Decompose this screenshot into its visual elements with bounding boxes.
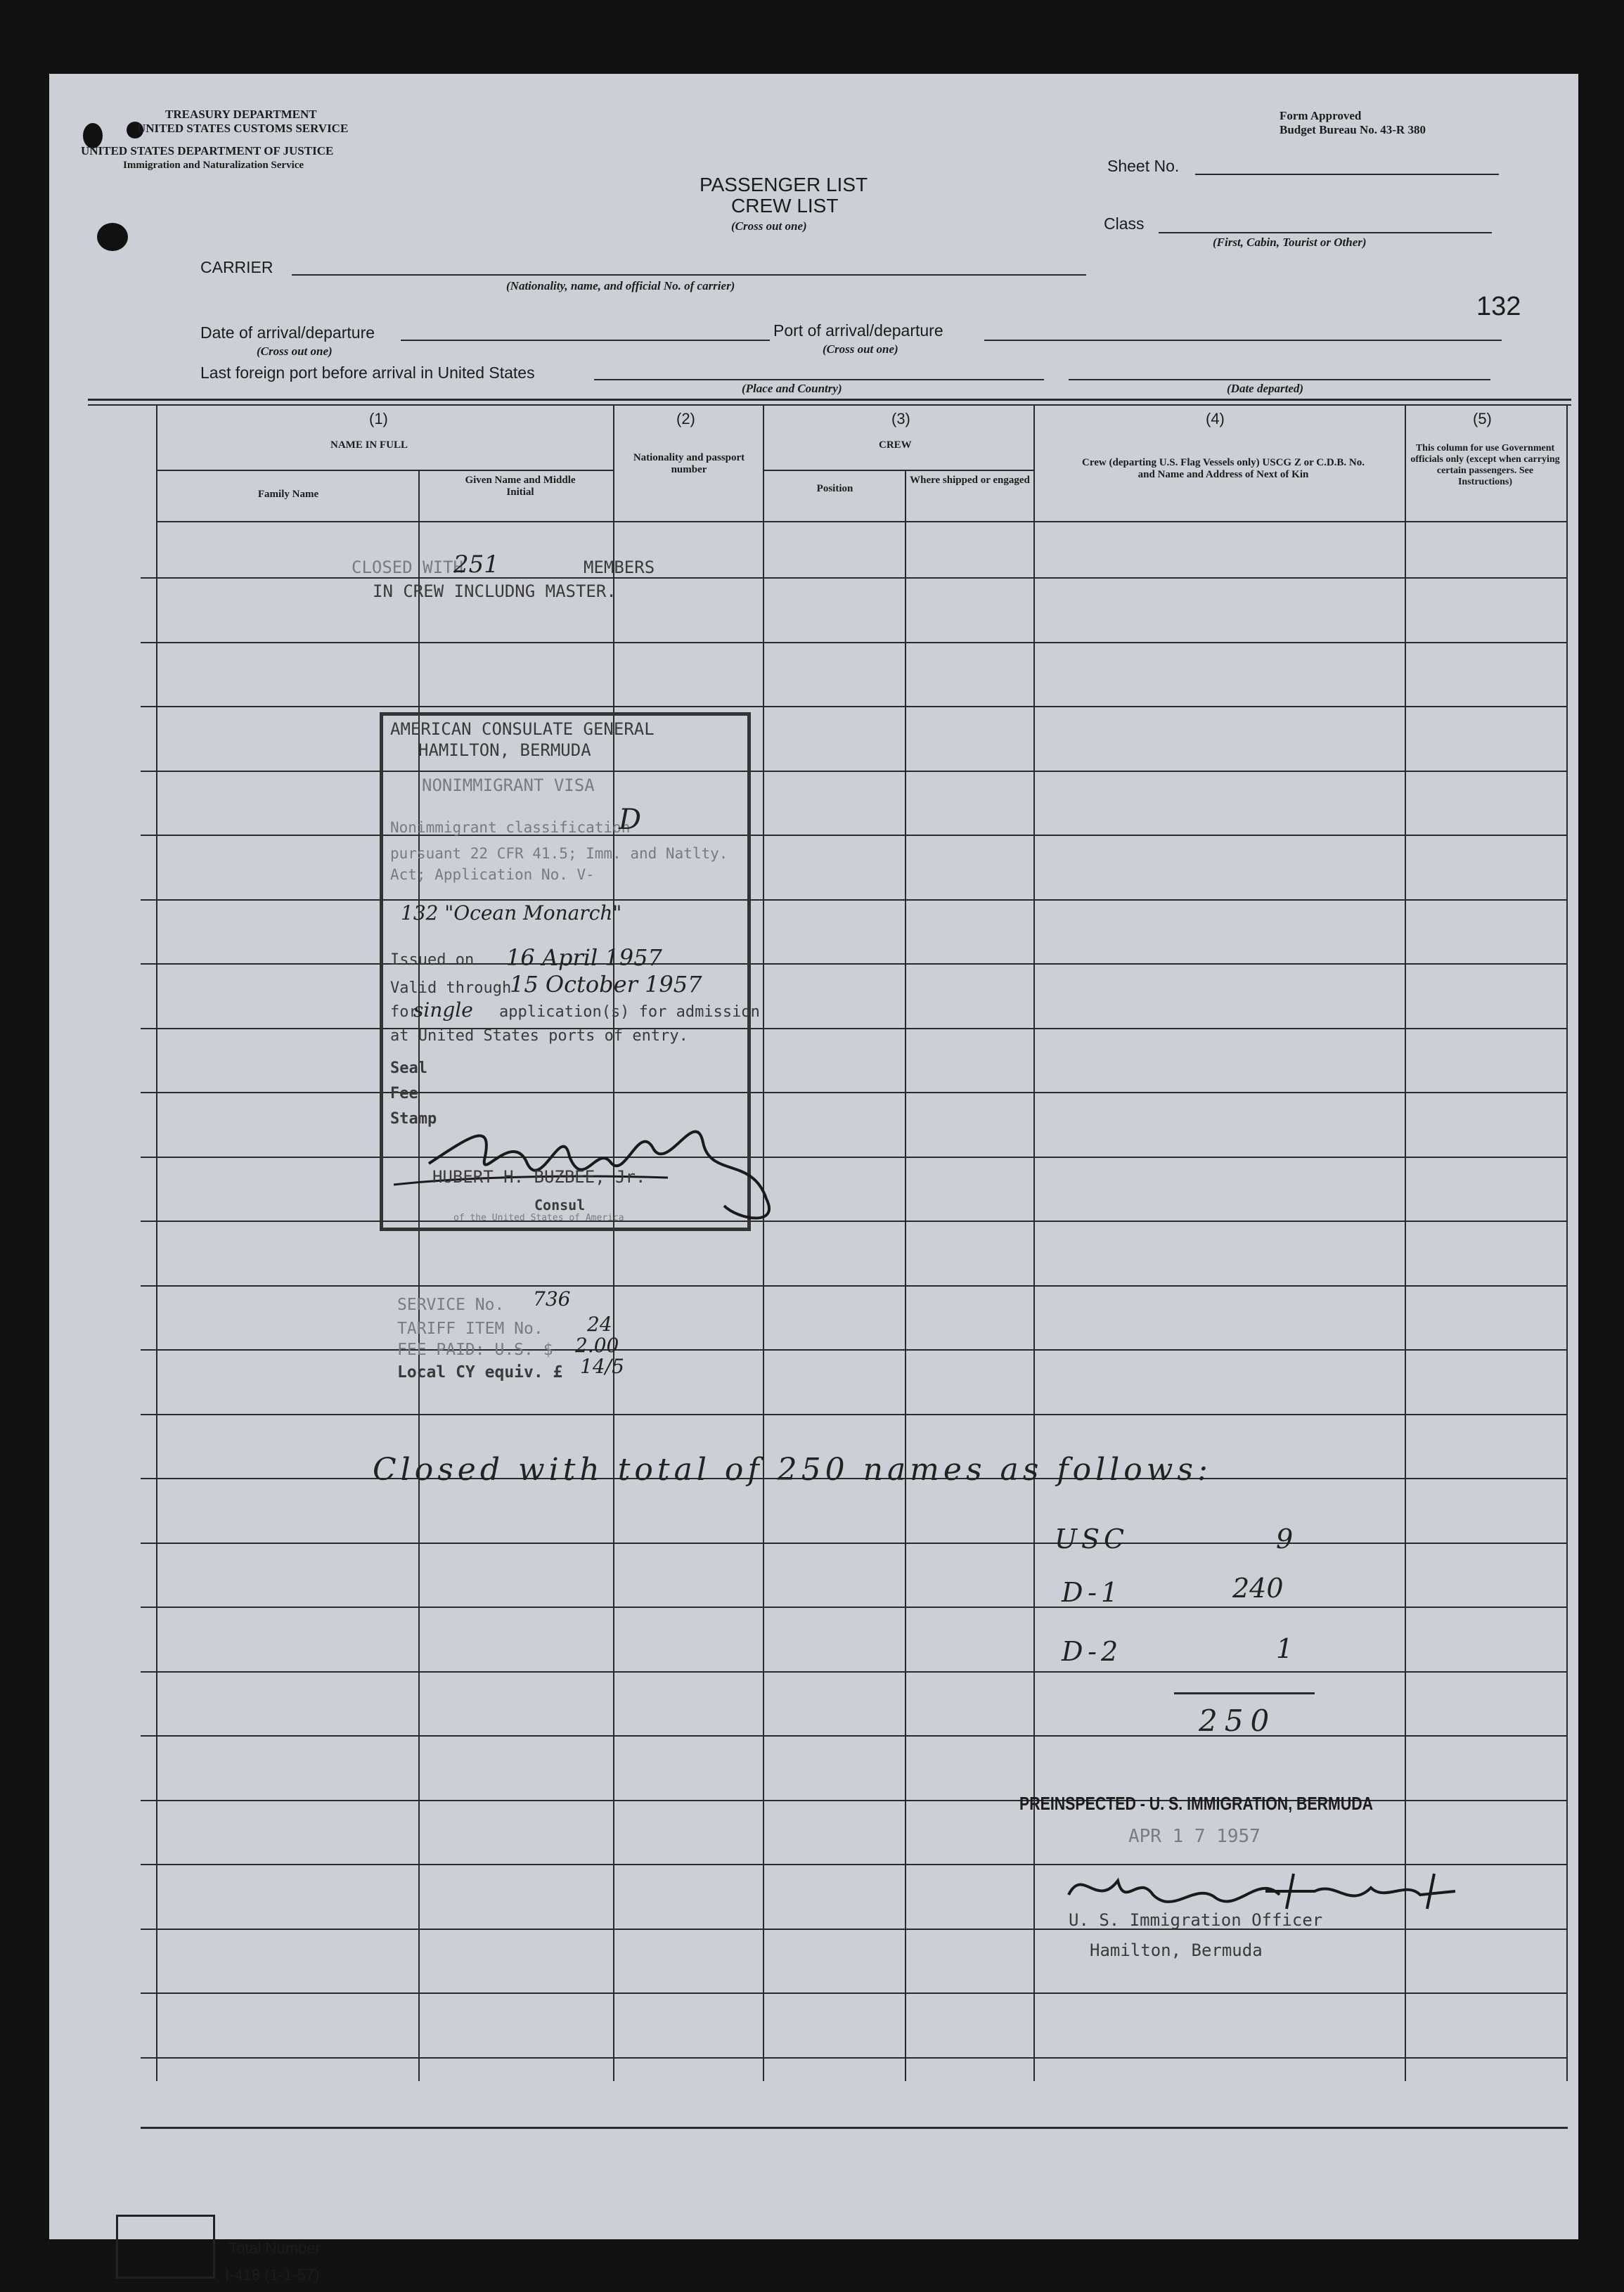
closed-line2: IN CREW INCLUDNG MASTER. (373, 581, 617, 601)
visa-valid-value: 15 October 1957 (510, 971, 702, 998)
tally-d2-count: 1 (1276, 1633, 1294, 1664)
closed-suffix: MEMBERS (584, 558, 655, 577)
visa-valid-label: Valid through (390, 979, 512, 997)
table-row-rule (141, 2057, 1568, 2059)
col2-title: Nationality and passport number (633, 452, 745, 475)
table-row-rule (141, 642, 1568, 643)
visa-application-text: application(s) for admission (499, 1003, 760, 1021)
service-value: 736 (533, 1287, 571, 1311)
tally-d1-label: D-1 (1062, 1577, 1123, 1608)
form-sheet (49, 74, 1578, 2284)
table-row-rule (141, 1735, 1568, 1737)
table-bottom-rule (141, 2127, 1568, 2129)
closed-prefix: CLOSED WITH (352, 558, 463, 577)
consul-signature (387, 1079, 823, 1234)
shipped-header: Where shipped or engaged (910, 475, 1030, 486)
col5-title: This column for use Government officials only (except when carrying certain passengers. See Instructions) (1410, 443, 1560, 487)
place-note: (Place and Country) (742, 382, 842, 395)
header-sub-rule (763, 470, 1033, 471)
date-departed-line (1069, 379, 1490, 380)
visa-fee: Fee (390, 1085, 418, 1102)
carrier-note: (Nationality, name, and official No. of carrier) (506, 279, 735, 292)
table-row-rule (141, 1671, 1568, 1673)
title-note: (Cross out one) (731, 219, 807, 233)
table-row-rule (141, 1349, 1568, 1351)
visa-consulate: AMERICAN CONSULATE GENERAL (390, 719, 655, 739)
carrier-label: CARRIER (200, 258, 273, 276)
visa-seal: Seal (390, 1060, 427, 1077)
last-port-label: Last foreign port before arrival in United States (200, 363, 535, 382)
local-label: Local CY equiv. £ (397, 1363, 563, 1382)
agency-justice: UNITED STATES DEPARTMENT OF JUSTICE (81, 144, 334, 157)
header-sub-rule (156, 470, 613, 471)
table-row-rule (141, 1992, 1568, 1994)
budget-bureau: Budget Bureau No. 43-R 380 (1280, 123, 1426, 136)
date-line (401, 340, 770, 341)
visa-title: NONIMMIGRANT VISA (422, 775, 595, 795)
preinspected-date: APR 1 7 1957 (1128, 1826, 1261, 1847)
col-border (1033, 404, 1035, 2081)
last-port-line (594, 379, 1044, 380)
given-name-header: Given Name and Middle Initial (465, 475, 576, 498)
table-row-rule (141, 1285, 1568, 1287)
table-row-rule (141, 706, 1568, 707)
date-label: Date of arrival/departure (200, 323, 375, 342)
col1-number: (1) (369, 410, 388, 427)
col3-number: (3) (891, 410, 910, 427)
table-row-rule (141, 1028, 1568, 1029)
table-row-rule (141, 1157, 1568, 1158)
date-note: (Cross out one) (257, 345, 333, 358)
col-border (156, 404, 157, 2081)
fee-label: FEE PAID: U.S. $ (397, 1341, 553, 1359)
closed-total-note: Closed with total of 250 names as follows: (373, 1452, 1212, 1488)
sheet-line (1195, 174, 1499, 175)
visa-classification-value: D (619, 804, 642, 836)
visa-officer-title: Consul (534, 1197, 586, 1213)
officer-title: U. S. Immigration Officer (1069, 1910, 1323, 1930)
table-row-rule (141, 771, 1568, 772)
tally-usc-count: 9 (1276, 1524, 1294, 1554)
tally-d1-count: 240 (1232, 1573, 1284, 1604)
officer-location: Hamilton, Bermuda (1090, 1940, 1263, 1960)
title-crew-list: CREW LIST (731, 195, 839, 217)
table-top-rule2 (88, 404, 1571, 406)
agency-ins: Immigration and Naturalization Service (123, 160, 304, 171)
table-row-rule (141, 835, 1568, 836)
agency-treasury: TREASURY DEPARTMENT (165, 108, 317, 121)
visa-for-value: single (413, 998, 473, 1022)
col5-number: (5) (1473, 410, 1492, 427)
port-note: (Cross out one) (823, 342, 898, 356)
col1-title: NAME IN FULL (330, 439, 408, 451)
family-name-header: Family Name (257, 489, 319, 500)
ink-blot (97, 223, 128, 251)
tariff-label: TARIFF ITEM No. (397, 1320, 543, 1338)
table-row-rule (141, 1092, 1568, 1093)
col3-title: CREW (879, 439, 912, 451)
visa-classification-label: Nonimmigrant classification (390, 819, 631, 836)
closed-count: 251 (453, 551, 499, 579)
title-passenger-list: PASSENGER LIST (700, 174, 868, 195)
header-bottom-rule (156, 521, 1566, 522)
class-label: Class (1104, 214, 1145, 233)
col-border (1566, 404, 1568, 2081)
col2-number: (2) (676, 410, 695, 427)
port-line (984, 340, 1502, 341)
tally-d2-label: D-2 (1062, 1636, 1123, 1667)
visa-city: HAMILTON, BERMUDA (418, 740, 591, 760)
port-label: Port of arrival/departure (773, 321, 943, 340)
date-departed-note: (Date departed) (1227, 382, 1304, 395)
table-top-rule (88, 399, 1571, 401)
table-row-rule (141, 577, 1568, 579)
total-number-box (116, 2215, 215, 2279)
visa-officer-sub: of the United States of America (453, 1213, 624, 1223)
col4-title: Crew (departing U.S. Flag Vessels only) USCG Z or C.D.B. No. and Name and Address of Next of Kin (1082, 457, 1365, 480)
col-border (1405, 404, 1406, 2081)
visa-officer-name: HUBERT H. BUZBEE, Jr. (432, 1167, 646, 1187)
preinspected-title: PREINSPECTED - U. S. IMMIGRATION, BERMUDA (1019, 1793, 1374, 1814)
total-number-label: Total Number (228, 2239, 321, 2257)
table-row-rule (141, 1607, 1568, 1608)
col-border (763, 404, 764, 2081)
class-note: (First, Cabin, Tourist or Other) (1213, 236, 1367, 249)
col-border (905, 471, 906, 2081)
visa-act: Act; Application No. V- (390, 866, 595, 883)
fee-value: 2.00 (575, 1334, 619, 1357)
service-label: SERVICE No. (397, 1296, 505, 1314)
class-line (1159, 232, 1492, 233)
col-border (613, 404, 614, 2081)
tally-sum-rule (1174, 1692, 1315, 1694)
visa-issued-label: Issued on (390, 951, 475, 969)
col4-number: (4) (1206, 410, 1225, 427)
sheet-label: Sheet No. (1107, 157, 1180, 175)
agency-customs: UNITED STATES CUSTOMS SERVICE (137, 122, 349, 135)
visa-application-value: 132 "Ocean Monarch" (401, 901, 622, 925)
local-value: 14/5 (580, 1355, 624, 1378)
visa-issued-value: 16 April 1957 (506, 944, 662, 971)
carrier-line (292, 274, 1086, 276)
table-row-rule (141, 1221, 1568, 1222)
visa-for-label: for (390, 1003, 418, 1021)
table-row-rule (141, 963, 1568, 965)
page-number: 132 (1476, 292, 1521, 321)
table-row-rule (141, 1414, 1568, 1415)
tally-usc-label: USC (1055, 1524, 1129, 1554)
position-header: Position (816, 483, 853, 494)
tariff-value: 24 (587, 1313, 612, 1336)
form-approved: Form Approved (1280, 109, 1362, 122)
tally-total: 250 (1199, 1704, 1277, 1738)
visa-ports-text: at United States ports of entry. (390, 1027, 688, 1045)
visa-stamp-label: Stamp (390, 1110, 437, 1128)
table-row-rule (141, 1543, 1568, 1544)
table-row-rule (141, 899, 1568, 901)
form-number: I-418 (1-1-57) (225, 2266, 320, 2284)
visa-pursuant: pursuant 22 CFR 41.5; Imm. and Natlty. (390, 845, 728, 862)
